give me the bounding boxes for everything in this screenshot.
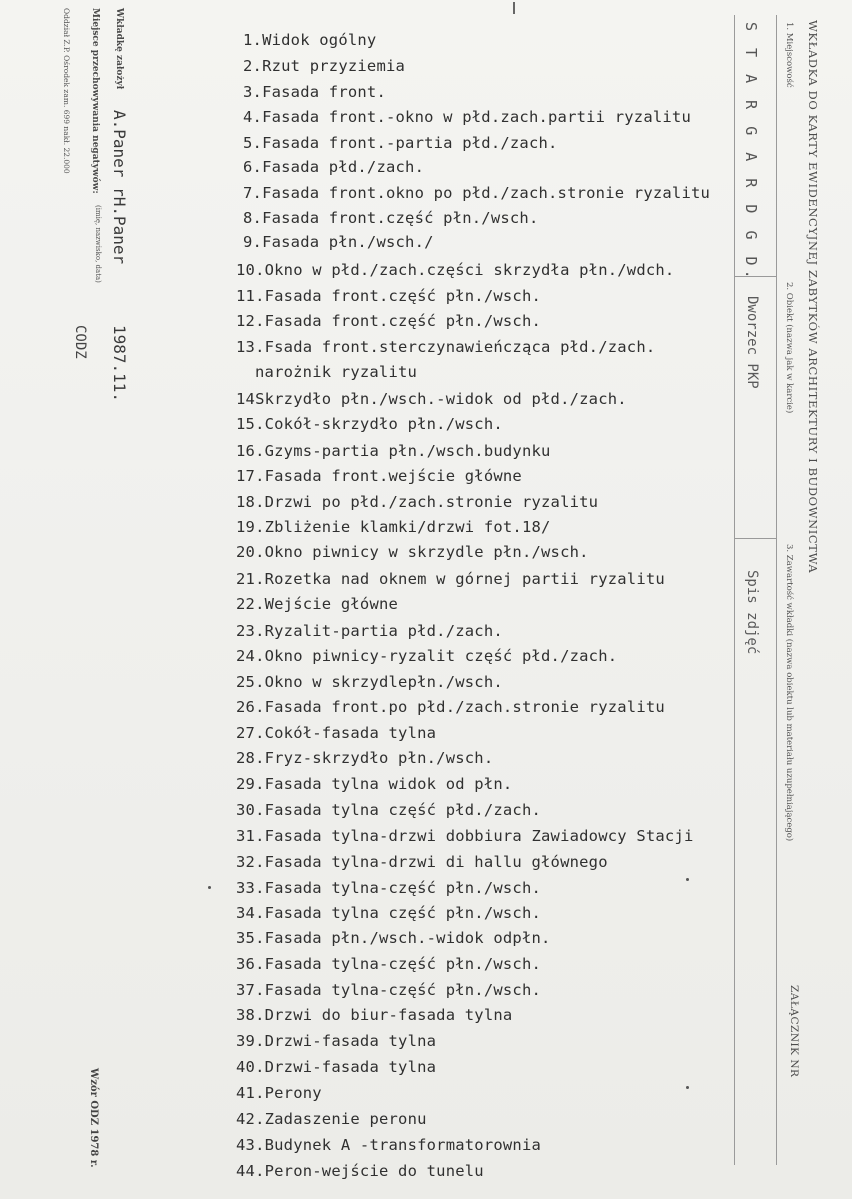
photo-list-item: 1.Widok ogólny <box>243 31 377 49</box>
photo-list-item: 2.Rzut przyziemia <box>243 57 406 75</box>
photo-list-item: 39.Drzwi-fasada tylna <box>236 1032 437 1050</box>
photo-list-item: 12.Fasada front.część płn./wsch. <box>236 312 542 330</box>
photo-list-item: 10.Okno w płd./zach.części skrzydła płn./wdch. <box>236 261 675 279</box>
field1-label: 1. Miejscowość <box>784 22 794 88</box>
field2-value: Dworzec PKP <box>744 296 760 389</box>
photo-list-item: 13.Fsada front.sterczynawieńcząca płd./zach. <box>236 338 656 356</box>
photo-list-item: 44.Peron-wejście do tunelu <box>236 1162 484 1180</box>
photo-list-item: 6.Fasada płd./zach. <box>243 158 425 176</box>
photo-list-item: 29.Fasada tylna widok od płn. <box>236 775 513 793</box>
photo-list-item: 34.Fasada tylna część płn./wsch. <box>236 904 542 922</box>
photo-list-item: 9.Fasada płn./wsch./ <box>243 233 434 251</box>
annex-label: ZAŁĄCZNIK NR <box>788 985 800 1078</box>
photo-list-item: 3.Fasada front. <box>243 83 386 101</box>
signature-label: (imię, nazwisko, data) <box>94 205 102 283</box>
photo-list-item: 24.Okno piwnicy-ryzalit część płd./zach. <box>236 647 618 665</box>
photo-list-item: 11.Fasada front.część płn./wsch. <box>236 287 542 305</box>
scan-dot <box>686 878 689 881</box>
photo-list-item: 22.Wejście główne <box>236 595 399 613</box>
photo-list-item: 41.Perony <box>236 1084 322 1102</box>
storage-label: Miejsce przechowywania negatywów: <box>90 8 100 194</box>
field3-label: 3. Zawartość wkładki (nazwa obiektu lub materiału uzupełniającego) <box>784 544 794 842</box>
photo-list-item: 38.Drzwi do biur-fasada tylna <box>236 1006 513 1024</box>
photo-list-item: 7.Fasada front.okno po płd./zach.stronie ryzalitu <box>243 184 711 202</box>
form-title: WKŁADKA DO KARTY EWIDENCYJNEJ ZABYTKÓW ARCHITEKTURY I BUDOWNICTWA <box>806 20 820 574</box>
scan-mark <box>513 2 515 14</box>
field2-label: 2. Obiekt (nazwa jak w karcie) <box>784 282 794 414</box>
scan-dot <box>208 886 211 889</box>
photo-list-item: 4.Fasada front.-okno w płd.zach.partii ryzalitu <box>243 108 691 126</box>
photo-list-item: 21.Rozetka nad oknem w górnej partii ryzalitu <box>236 570 665 588</box>
print-info: Oddział Z.P. Ośrodek zam. 699 nakł. 22.000 <box>62 8 71 174</box>
photo-list-item: 15.Cokół-skrzydło płn./wsch. <box>236 415 503 433</box>
photo-list-item: 19.Zbliżenie klamki/drzwi fot.18/ <box>236 518 551 536</box>
form-code: Wzór ODZ 1978 r. <box>88 1068 99 1168</box>
photo-list-item: 27.Cokół-fasada tylna <box>236 724 437 742</box>
field1-value: S T A R G A R D G D. <box>742 22 760 283</box>
photo-list-item: 18.Drzwi po płd./zach.stronie ryzalitu <box>236 493 599 511</box>
photo-list-item: 32.Fasada tylna-drzwi di hallu głównego <box>236 853 608 871</box>
photo-list-item: 23.Ryzalit-partia płd./zach. <box>236 622 503 640</box>
photo-list-item: 16.Gzyms-partia płn./wsch.budynku <box>236 442 551 460</box>
photo-list-item: 42.Zadaszenie peronu <box>236 1110 427 1128</box>
photo-list-item: 37.Fasada tylna-część płn./wsch. <box>236 981 542 999</box>
photo-list-item: 26.Fasada front.po płd./zach.stronie ryzalitu <box>236 698 665 716</box>
photo-list-item: 8.Fasada front.część płn./wsch. <box>243 209 539 227</box>
photo-list-item: 36.Fasada tylna-część płn./wsch. <box>236 955 542 973</box>
photo-list-item: 33.Fasada tylna-część płn./wsch. <box>236 879 542 897</box>
photo-list-item: 43.Budynek A -transformatorownia <box>236 1136 542 1154</box>
made-by-value: A.Paner rH.Paner <box>110 110 129 265</box>
storage-value: CODZ <box>72 325 88 359</box>
photo-list-item: 28.Fryz-skrzydło płn./wsch. <box>236 749 494 767</box>
made-by-label: Wkładkę założył <box>114 8 124 90</box>
photo-list-item: 5.Fasada front.-partia płd./zach. <box>243 134 558 152</box>
field3-value: Spis zdjęć <box>744 570 760 655</box>
date-value: 1987.11. <box>110 325 129 403</box>
photo-list-item: 30.Fasada tylna część płd./zach. <box>236 801 542 819</box>
photo-list-item: 40.Drzwi-fasada tylna <box>236 1058 437 1076</box>
photo-list-item: 20.Okno piwnicy w skrzydle płn./wsch. <box>236 543 589 561</box>
photo-list-item: narożnik ryzalitu <box>255 363 418 381</box>
photo-list-item: 25.Okno w skrzydlepłn./wsch. <box>236 673 503 691</box>
photo-list-item: 31.Fasada tylna-drzwi dobbiura Zawiadowcy Stacji <box>236 827 694 845</box>
photo-list-item: 14Skrzydło płn./wsch.-widok od płd./zach. <box>236 390 627 408</box>
photo-list-item: 35.Fasada płn./wsch.-widok odpłn. <box>236 929 551 947</box>
scan-dot <box>686 1086 689 1089</box>
photo-list-item: 17.Fasada front.wejście główne <box>236 467 522 485</box>
